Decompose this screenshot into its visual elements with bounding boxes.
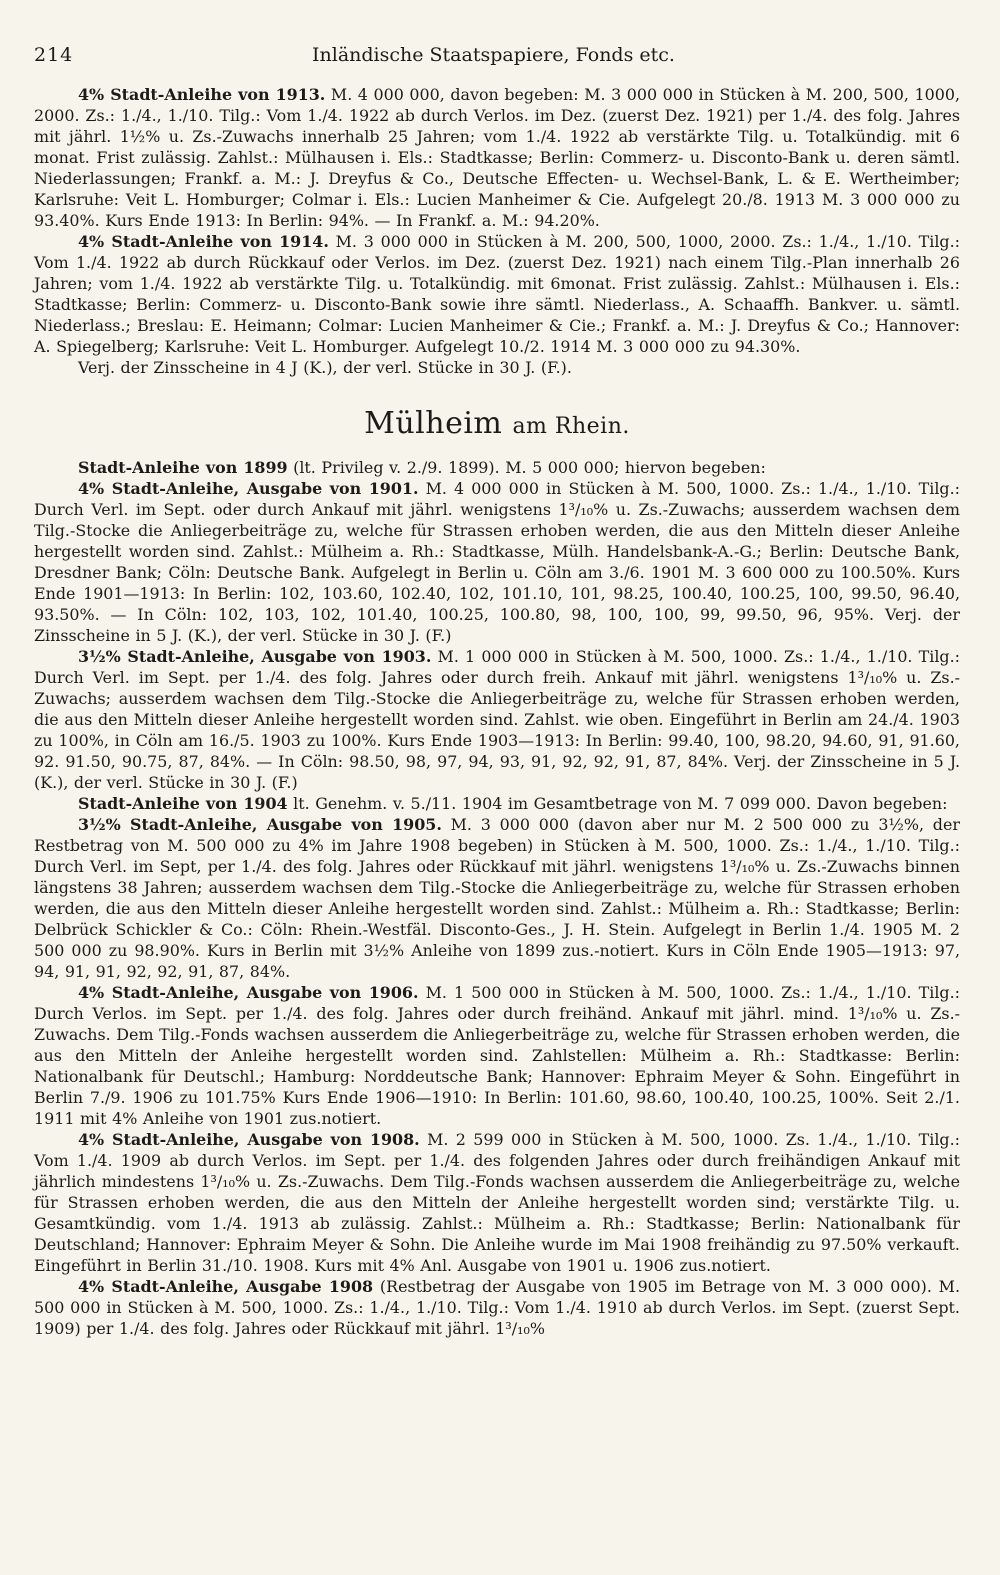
loan-entry-1905: [34, 814, 960, 982]
loan-entry-1904: [34, 793, 960, 814]
loan-body: M. 1 500 000 in Stücken à M. 500, 1000. Zs.: 1./4., 1./10. Tilg.: Durch Verlos. im Sept. per 1./4. des folg. Jahres oder durch freihänd. Ankauf mit jährl. mind. 1³/₁₀% u. Zs.-Zuwachs. Dem Tilg.-Fonds wachsen ausserdem die Anliegerbeiträge zu, welche für Strassen erhoben werden, die aus den Mitteln der Anleihe hergestellt worden sind. Zahlstellen: Mülheim a. Rh.: Stadtkasse: Berlin: Nationalbank für Deutschl.; Hamburg: Norddeutsche Bank; Hannover: Ephraim Meyer & Sohn. Eingeführt in Berlin 7./9. 1906 zu 101.75% Kurs Ende 1906—1910: In Berlin: 101.60, 98.60, 100.40, 100.25, 100%. Seit 2./1. 1911 mit 4% Anleihe von 1901 zus.notiert.: [34, 983, 960, 1128]
loan-body: M. 3 000 000 (davon aber nur M. 2 500 000 zu 3½%, der Restbetrag von M. 500 000 zu 4% im Jahre 1908 begeben) in Stücken à M. 500, 1000. Zs.: 1./4., 1./10. Tilg.: Durch Verl. im Sept, per 1./4. des folg. Jahres oder Rückkauf mit jährl. wenigstens 1³/₁₀% u. Zs.-Zuwachs binnen längstens 38 Jahren; ausserdem wachsen dem Tilg.-Stocke die Anliegerbeiträge zu, welche für Strassen erhoben werden, die aus den Mitteln dieser Anleihe hergestellt worden sind. Zahlst.: Mülheim a. Rh.: Stadtkasse; Berlin: Delbrück Schickler & Co.: Cöln: Rhein.-Westfäl. Disconto-Ges., J. H. Stein. Aufgelegt in Berlin 1./4. 1905 M. 2 500 000 zu 98.90%. Kurs in Berlin mit 3½% Anleihe von 1899 zus.-notiert. Kurs in Cöln Ende 1905—1913: 97, 94, 91, 91, 92, 92, 91, 87, 84%.: [34, 815, 960, 981]
loan-body: M. 4 000 000, davon begeben: M. 3 000 000 in Stücken à M. 200, 500, 1000, 2000. Zs.: 1./4., 1./10. Tilg.: Vom 1./4. 1922 ab durch Verlos. im Dez. (zuerst Dez. 1921) per 1./4. des folg. Jahres mit jährl. 1½% u. Zs.-Zuwachs innerhalb 25 Jahren; vom 1./4. 1922 ab verstärkte Tilg. u. Totalkündig. mit 6 monat. Frist zulässig. Zahlst.: Mülhausen i. Els.: Stadtkasse; Berlin: Commerz- u. Disconto-Bank u. deren sämtl. Niederlassungen; Frankf. a. M.: J. Dreyfus & Co., Deutsche Effecten- u. Wechsel-Bank, L. & E. Wertheimber; Karlsruhe: Veit L. Homburger; Colmar i. Els.: Lucien Manheimer & Cie. Aufgelegt 20./8. 1913 M. 3 000 000 zu 93.40%. Kurs Ende 1913: In Berlin: 94%. — In Frankf. a. M.: 94.20%.: [34, 85, 960, 230]
loan-entry-1908-rest: [34, 1276, 960, 1339]
loan-entry-1903: [34, 646, 960, 793]
page-header: [34, 44, 960, 84]
loan-entry-1901: [34, 478, 960, 646]
loan-title: 4% Stadt-Anleihe von 1913.: [78, 85, 326, 104]
loan-body: lt. Genehm. v. 5./11. 1904 im Gesamtbetrage von M. 7 099 000. Davon begeben:: [293, 794, 948, 813]
loan-title: 3½% Stadt-Anleihe, Ausgabe von 1905.: [78, 815, 442, 834]
loan-title: 4% Stadt-Anleihe, Ausgabe von 1908.: [78, 1130, 420, 1149]
city-heading: [34, 408, 960, 443]
page-number: 214: [34, 44, 74, 66]
prescription-note: [34, 357, 960, 378]
loan-title: 4% Stadt-Anleihe von 1914.: [78, 232, 329, 251]
note-body: Verj. der Zinsscheine in 4 J (K.), der verl. Stücke in 30 J. (F.).: [78, 358, 572, 377]
loan-body: M. 2 599 000 in Stücken à M. 500, 1000. Zs. 1./4., 1./10. Tilg.: Vom 1./4. 1909 ab durch Verlos. im Sept. per 1./4. des folgenden Jahres oder durch freihändigen Ankauf mit jährlich mindestens 1³/₁₀% u. Zs.-Zuwachs. Dem Tilg.-Fonds wachsen ausserdem die Anliegerbeiträge zu, welche für Strassen erhoben werden, die aus den Mitteln der Anleihe hergestellt worden sind; verstärkte Tilg. u. Gesamtkündig. vom 1./4. 1913 ab zulässig. Zahlst.: Mülheim a. Rh.: Stadtkasse; Berlin: Nationalbank für Deutschland; Hannover: Ephraim Meyer & Sohn. Die Anleihe wurde im Mai 1908 freihändig zu 97.50% verkauft. Eingeführt in Berlin 31./10. 1908. Kurs mit 4% Anl. Ausgabe von 1901 u. 1906 zus.notiert.: [34, 1130, 960, 1275]
loan-body: (lt. Privileg v. 2./9. 1899). M. 5 000 000; hiervon begeben:: [293, 458, 766, 477]
loan-entry-1914: [34, 231, 960, 357]
loan-title: Stadt-Anleihe von 1904: [78, 794, 288, 813]
loan-entry-1913: [34, 84, 960, 231]
loan-body: (Restbetrag der Ausgabe von 1905 im Betrage von M. 3 000 000). M. 500 000 in Stücken à M. 500, 1000. Zs.: 1./4., 1./10. Tilg.: Vom 1./4. 1910 ab durch Verlos. im Sept. (zuerst Sept. 1909) per 1./4. des folg. Jahres oder Rückkauf mit jährl. 1³/₁₀%: [34, 1277, 960, 1338]
loan-entry-1899: [34, 457, 960, 478]
running-title: Inländische Staatspapiere, Fonds etc.: [312, 44, 675, 66]
loan-title: 4% Stadt-Anleihe, Ausgabe von 1906.: [78, 983, 419, 1002]
loan-title: 4% Stadt-Anleihe, Ausgabe 1908: [78, 1277, 374, 1296]
loan-entry-1908: [34, 1129, 960, 1276]
loan-body: M. 1 000 000 in Stücken à M. 500, 1000. Zs.: 1./4., 1./10. Tilg.: Durch Verl. im Sept. per 1./4. des folg. Jahres oder durch freih. Ankauf mit jährl. wenigstens 1³/₁₀% u. Zs.-Zuwachs; ausserdem wachsen dem Tilg.-Stocke die Anliegerbeiträge zu, welche für Strassen erhoben werden, die aus den Mitteln dieser Anleihe hergestellt worden sind. Zahlst. wie oben. Eingeführt in Berlin am 24./4. 1903 zu 100%, in Cöln am 16./5. 1903 zu 100%. Kurs Ende 1903—1913: In Berlin: 99.40, 100, 98.20, 94.60, 91, 91.60, 92. 91.50, 90.75, 87, 84%. — In Cöln: 98.50, 98, 97, 94, 93, 91, 92, 92, 91, 87, 84%. Verj. der Zinsscheine in 5 J. (K.), der verl. Stücke in 30 J. (F.): [34, 647, 960, 792]
city-suffix: am Rhein.: [512, 414, 630, 439]
loan-body: M. 3 000 000 in Stücken à M. 200, 500, 1000, 2000. Zs.: 1./4., 1./10. Tilg.: Vom 1./4. 1922 ab durch Rückkauf oder Verlos. im Dez. (zuerst Dez. 1921) nach einem Tilg.-Plan innerhalb 26 Jahren; vom 1./4. 1922 ab verstärkte Tilg. u. Totalkündig. mit 6monat. Frist zulässig. Zahlst.: Mülhausen i. Els.: Stadtkasse; Berlin: Commerz- u. Disconto-Bank sowie ihre sämtl. Niederlass., A. Schaaffh. Bankver. u. sämtl. Niederlass.; Breslau: E. Heimann; Colmar: Lucien Manheimer & Cie.; Frankf. a. M.: J. Dreyfus & Co.; Hannover: A. Spiegelberg; Karlsruhe: Veit L. Homburger. Aufgelegt 10./2. 1914 M. 3 000 000 zu 94.30%.: [34, 232, 960, 356]
loan-entry-1906: [34, 982, 960, 1129]
city-name: Mülheim: [364, 406, 503, 441]
loan-title: Stadt-Anleihe von 1899: [78, 458, 288, 477]
loan-body: M. 4 000 000 in Stücken à M. 500, 1000. Zs.: 1./4., 1./10. Tilg.: Durch Verl. im Sept. oder durch Ankauf mit jährl. wenigstens 1³/₁₀% u. Zs.-Zuwachs; ausserdem wachsen dem Tilg.-Stocke die Anliegerbeiträge zu, welche für Strassen erhoben werden, die aus den Mitteln dieser Anleihe hergestellt worden sind. Zahlst.: Mülheim a. Rh.: Stadtkasse, Mülh. Handelsbank-A.-G.; Berlin: Deutsche Bank, Dresdner Bank; Cöln: Deutsche Bank. Aufgelegt in Berlin u. Cöln am 3./6. 1901 M. 3 600 000 zu 100.50%. Kurs Ende 1901—1913: In Berlin: 102, 103.60, 102.40, 102, 101.10, 101, 98.25, 100.40, 100.25, 100, 99.50, 96.40, 93.50%. — In Cöln: 102, 103, 102, 101.40, 100.25, 100.80, 98, 100, 100, 99, 99.50, 96, 95%. Verj. der Zinsscheine in 5 J. (K.), der verl. Stücke in 30 J. (F.): [34, 479, 960, 645]
loan-title: 3½% Stadt-Anleihe, Ausgabe von 1903.: [78, 647, 432, 666]
loan-title: 4% Stadt-Anleihe, Ausgabe von 1901.: [78, 479, 419, 498]
